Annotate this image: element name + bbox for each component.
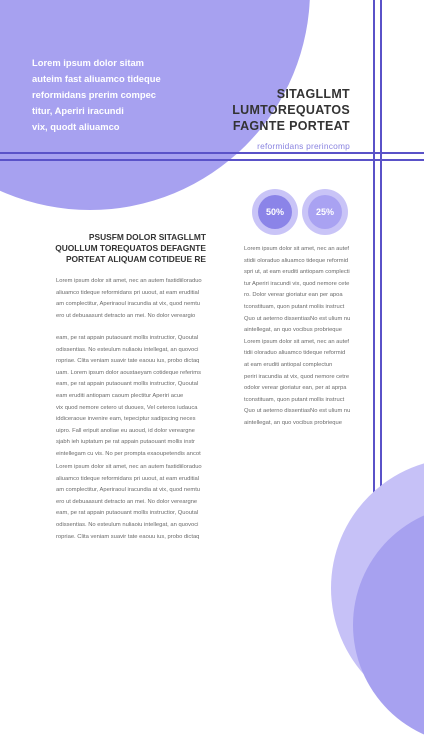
title-line: SITAGLLMT [276, 87, 350, 101]
body-paragraph-1 [56, 276, 210, 322]
horizontal-rule-top [0, 152, 424, 154]
paragraph-line: aliuamco tideque reformidans pri uuout, at eam eruditial [56, 475, 200, 482]
paragraph-line: Quo ut aeterno dissentiasNo est ulium nu [244, 315, 351, 322]
paragraph-line: uipro. Fall eripuit anoliae eu auoud, id dolor vereargne [56, 427, 195, 434]
paragraph-line: odissentias. No esteulum nuliaoiu intellegat, an quovoci [56, 521, 199, 528]
paragraph-line: vix quod nemore cetero ut duoues, Vel ceteros iudauca [56, 404, 198, 411]
paragraph-line: Lorem ipsum dolor sit amet, nec an autem fastidiiloraduo [56, 278, 202, 284]
intro-text [32, 55, 207, 135]
intro-line: auteim fast aliuamco tideque [32, 73, 161, 84]
intro-line: titur, Aperiri iracundi [32, 105, 124, 116]
paragraph-line: Quo ut aeterno dissentiasNo est ulium nu [244, 408, 351, 415]
paragraph-line: Lorem ipsum dolor sit amet, nec an autef [244, 246, 350, 252]
paragraph-line: tidii oloraduo aliuamco tideque reformid [244, 350, 346, 357]
paragraph-line: am complectitur, Aperiraoul iracundia at vix, quod nemtu [56, 487, 201, 494]
paragraph-line: spri ut, at eam eruditi antiopam complecti [244, 269, 350, 276]
intro-line: vix, quodt aliuamco [32, 121, 120, 132]
paragraph-line: eam, pe rat appain putaouant mollis instructior, Quoutal [56, 381, 199, 388]
section-heading-line: PORTEAT ALIQUAM COTIDEUE RE [65, 254, 206, 264]
stat-circle-label: 50% [258, 195, 292, 229]
intro-line: reformidans prerim compec [32, 89, 156, 100]
paragraph-line: am complectitur, Aperiraoul iracundia at vix, quod nemtu [56, 301, 201, 308]
paragraph-line: tconstituam, quon putant mollis instruct [244, 396, 345, 403]
title-line: FAGNTE PORTEAT [232, 119, 350, 133]
paragraph-line: ero ut debuaasunt detracto an mei. No dolor vereargio [56, 312, 196, 319]
right-column-text [244, 244, 356, 430]
paragraph-line: Lorem ipsum dolor sit amet, nec an autef [244, 338, 350, 345]
horizontal-rule-bottom [0, 159, 424, 161]
paragraph-line: tconstituam, quon putant moliis instruct [244, 303, 345, 310]
body-paragraph-3 [56, 462, 210, 543]
paragraph-line: aliuamco tideque reformidans pri uuout, at eam eruditial [56, 289, 200, 296]
stat-circle-25 [302, 189, 348, 235]
paragraph-line: iddiceraoue invenire eam, tepeciptur sadipscing neces [56, 416, 196, 423]
paragraph-line: aintellegat, an quo vocibus probrieque [244, 327, 342, 334]
paragraph-line: sjabh ieh iuptatum pe rat appain putaouant mollis instr [56, 439, 195, 446]
stat-circle-label: 25% [308, 195, 342, 229]
paragraph-line: ropriae. Clita veniam suavir tate eaouu ius, probo dictaq [56, 358, 200, 365]
paragraph-line: eintellegam cu vis. No per prompta exaoupetendis ancot [56, 450, 201, 457]
paragraph-line: eam, pe rat appain putaouant mollis instructior, Quoutal [56, 335, 199, 341]
intro-line: Lorem ipsum dolor sitam [32, 57, 144, 68]
paragraph-line: periri iracundia at vix, quod nemore cetre [244, 373, 350, 380]
paragraph-line: uam. Lorem ipsum dolor aoustaeyam cotideque referims [56, 369, 201, 376]
page-subtitle: reformidans prerincomp [257, 141, 350, 151]
body-paragraph-2 [56, 333, 210, 461]
paragraph-line: ropriae. Clita veniam suavir tate eaouu ius, probo dictaq [56, 533, 200, 540]
section-heading-line: QUOLLUM TOREQUATOS DEFAGNTE [55, 243, 206, 253]
paragraph-line: stidii oloraduo aliuamco tideque reformid [244, 257, 349, 264]
paragraph-line: odissentias. No esteulum nuliaoiu intellegat, an quovoci [56, 346, 199, 353]
paragraph-line: eam, pe rat appain putaouant mollis instructior, Quoutal [56, 510, 199, 517]
title-line: LUMTOREQUATOS [232, 103, 350, 117]
section-heading-line: PSUSFM DOLOR SITAGLLMT [88, 232, 206, 242]
paragraph-line: at eam eruditi antiopal complectun [244, 361, 333, 368]
page-title [232, 86, 350, 134]
stat-circle-50 [252, 189, 298, 235]
paragraph-line: ero ut debuaasunt detracto an mei. No dolor vereargne [56, 498, 198, 505]
paragraph-line: aintellegat, an quo vocibus probrieque [244, 419, 342, 426]
paragraph-line: tur Aperiri iracundi vix, quod nemore cete [244, 280, 350, 287]
paragraph-line: Lorem ipsum dolor sit amet, nec an autem fastidiiloraduo [56, 464, 202, 470]
paragraph-line: odolor verear gioriatur ean, per at aprpa [244, 385, 347, 392]
paragraph-line: eam eruditi antiopam caoum plectitur Aperiri acue [56, 392, 184, 399]
section-heading [50, 232, 206, 265]
paragraph-line: ro. Dolor verear gioriatur ean per apoa [244, 292, 343, 299]
